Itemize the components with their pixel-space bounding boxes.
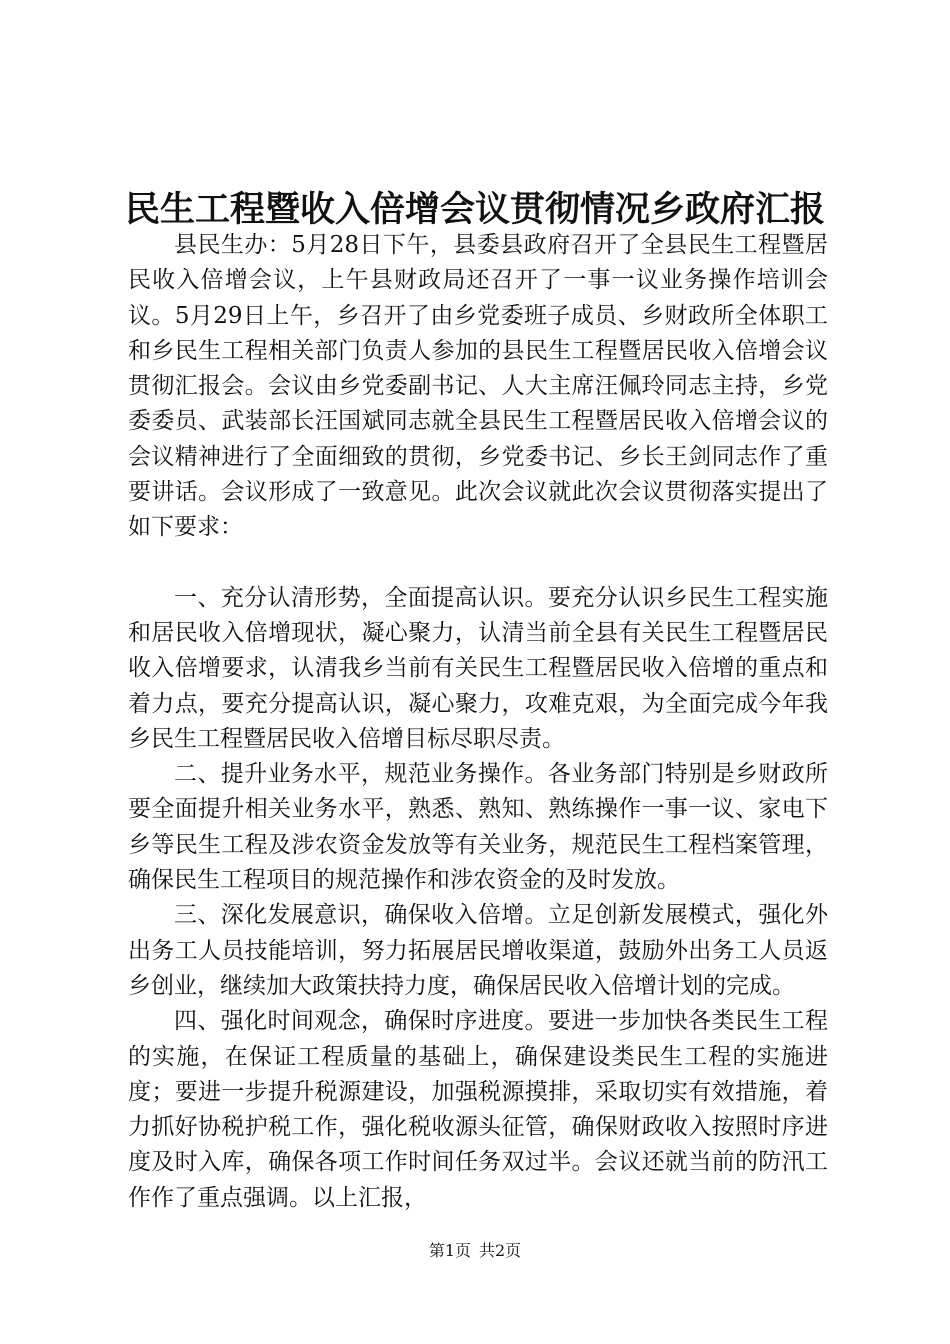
- document-body: [128, 228, 828, 1216]
- page-total: 共2页: [479, 1241, 522, 1260]
- paragraph-point-4: 四、强化时间观念，确保时序进度。要进一步加快各类民生工程的实施，在保证工程质量的基础上，确保建设类民生工程的实施进度；要进一步提升税源建设，加强税源摸排，采取切实有效措施，着力抓好协税护税工作，强化税收源头征管，确保财政收入按照时序进度及时入库，确保各项工作时间任务双过半。会议还就当前的防汛工作作了重点强调。以上汇报，: [128, 1008, 828, 1211]
- paragraph-point-3: 三、深化发展意识，确保收入倍增。立足创新发展模式，强化外出务工人员技能培训，努力拓展居民增收渠道，鼓励外出务工人员返乡创业，继续加大政策扶持力度，确保居民收入倍增计划的完成。: [128, 902, 828, 999]
- paragraph-point-1: 一、充分认清形势，全面提高认识。要充分认识乡民生工程实施和居民收入倍增现状，凝心聚力，认清当前全县有关民生工程暨居民收入倍增要求，认清我乡当前有关民生工程暨居民收入倍增的重点和着力点，要充分提高认识，凝心聚力，攻难克艰，为全面完成今年我乡民生工程暨居民收入倍增目标尽职尽责。: [128, 584, 828, 752]
- paragraph-point-2: 二、提升业务水平，规范业务操作。各业务部门特别是乡财政所要全面提升相关业务水平，熟悉、熟知、熟练操作一事一议、家电下乡等民生工程及涉农资金发放等有关业务，规范民生工程档案管理，确保民生工程项目的规范操作和涉农资金的及时发放。: [128, 761, 828, 894]
- paragraph-intro: 县民生办：5月28日下午，县委县政府召开了全县民生工程暨居民收入倍增会议，上午县财政局还召开了一事一议业务操作培训会议。5月29日上午，乡召开了由乡党委班子成员、乡财政所全体职工和乡民生工程相关部门负责人参加的县民生工程暨居民收入倍增会议贯彻汇报会。会议由乡党委副书记、人大主席汪佩玲同志主持，乡党委委员、武装部长汪国斌同志就全县民生工程暨居民收入倍增会议的会议精神进行了全面细致的贯彻，乡党委书记、乡长王剑同志作了重要讲话。会议形成了一致意见。此次会议就此次会议贯彻落实提出了如下要求：: [128, 232, 828, 541]
- document-title: 民生工程暨收入倍增会议贯彻情况乡政府汇报: [124, 189, 825, 230]
- page-footer: [0, 1240, 950, 1262]
- page-number: 第1页: [428, 1241, 471, 1260]
